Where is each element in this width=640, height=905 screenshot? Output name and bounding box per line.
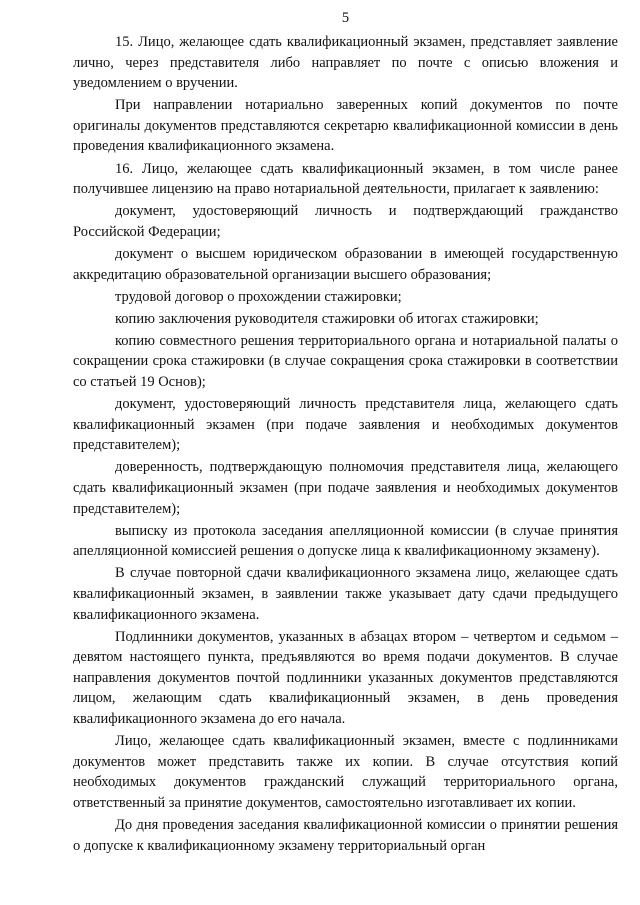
paragraph: Лицо, желающее сдать квалификационный экзамен, вместе с подлинниками документов может представить также их копии. В случае отсутствия копий необходимых документов гражданский служащий территориального органа, ответственный за принятие документов, самостоятельно изготавливает их копии. bbox=[73, 733, 618, 811]
paragraph: копию заключения руководителя стажировки об итогах стажировки; bbox=[115, 310, 539, 327]
page-number: 5 bbox=[341, 10, 350, 26]
paragraph: При направлении нотариально заверенных копий документов по почте оригиналы документов представляются секретарю квалификационной комиссии в день проведения квалификационного экзамена. bbox=[73, 97, 618, 155]
paragraph: В случае повторной сдачи квалификационного экзамена лицо, желающее сдать квалификационный экзамен, в заявлении также указывает дату сдачи предыдущего квалификационного экзамена. bbox=[73, 565, 618, 623]
paragraph: копию совместного решения территориального органа и нотариальной палаты о сокращении срока стажировки (в случае сокращения срока стажировки в соответствии со статьей 19 Основ); bbox=[73, 332, 618, 390]
paragraph: 15. Лицо, желающее сдать квалификационный экзамен, представляет заявление лично, через представителя либо направляет по почте с описью вложения и уведомлением о вручении. bbox=[73, 34, 618, 92]
paragraph: документ о высшем юридическом образовании в имеющей государственную аккредитацию образовательной организации высшего образования; bbox=[73, 245, 618, 283]
paragraph: Подлинники документов, указанных в абзацах втором – четвертом и седьмом – девятом настоящего пункта, предъявляются во время подачи документов. В случае направления документов почтой подлинники указанных документов представляются лицом, желающим сдать квалификационный экзамен, в день проведения квалификационного экзамена до его начала. bbox=[73, 628, 618, 727]
paragraph: До дня проведения заседания квалификационной комиссии о принятии решения о допуске к квалификационному экзамену территориальный орган bbox=[73, 816, 618, 854]
paragraph: доверенность, подтверждающую полномочия представителя лица, желающего сдать квалификационный экзамен (при подаче заявления и необходимых документов представителем); bbox=[73, 459, 618, 517]
paragraph: документ, удостоверяющий личность представителя лица, желающего сдать квалификационный экзамен (при подаче заявления и необходимых документов представителем); bbox=[73, 396, 618, 454]
paragraph: трудовой договор о прохождении стажировки; bbox=[115, 288, 402, 305]
document-body bbox=[73, 32, 618, 856]
paragraph: выписку из протокола заседания апелляционной комиссии (в случае принятия апелляционной комиссией решения о допуске лица к квалификационному экзамену). bbox=[73, 522, 618, 560]
paragraph: 16. Лицо, желающее сдать квалификационный экзамен, в том числе ранее получившее лицензию на право нотариальной деятельности, прилагает к заявлению: bbox=[73, 160, 618, 198]
paragraph: документ, удостоверяющий личность и подтверждающий гражданство Российской Федерации; bbox=[73, 203, 618, 240]
